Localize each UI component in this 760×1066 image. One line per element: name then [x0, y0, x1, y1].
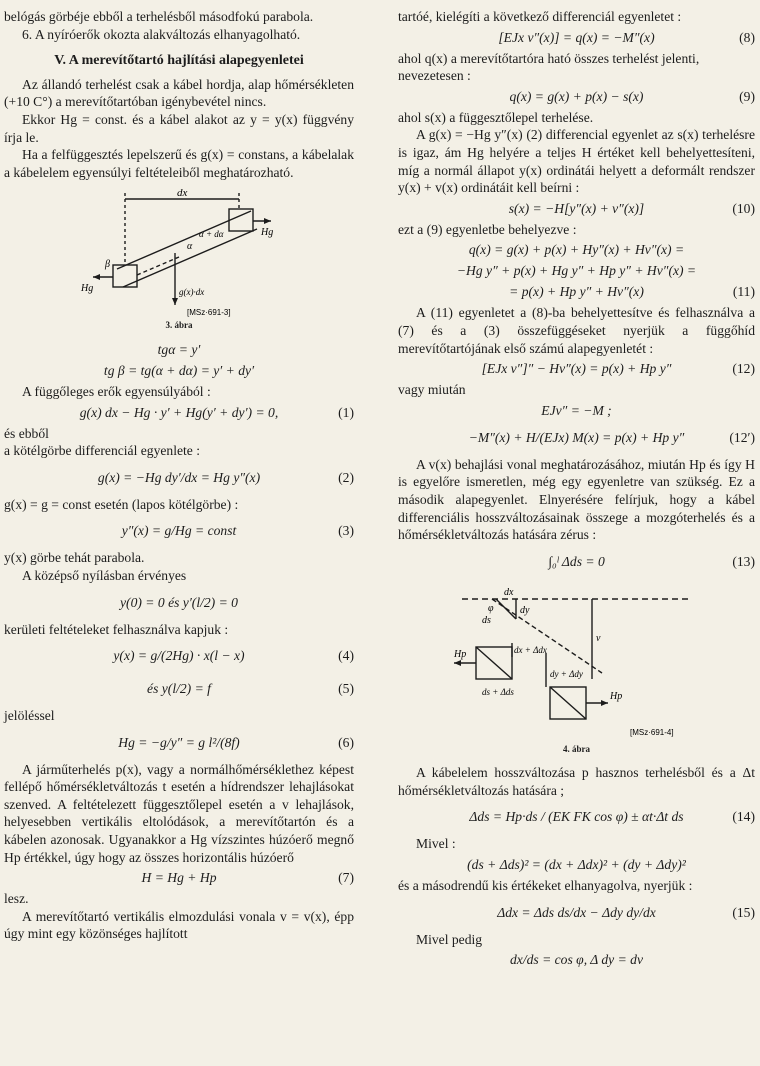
- equation-11: [398, 283, 755, 301]
- figure-caption: 4. ábra: [563, 743, 590, 754]
- equation-number: (1): [338, 404, 354, 420]
- element-diagonal: [550, 687, 586, 719]
- figure-4-drawing: [452, 583, 702, 743]
- equation-body: q(x) = g(x) + p(x) − s(x): [509, 88, 644, 104]
- figure-label: Hg: [261, 227, 274, 239]
- equation-12: [398, 360, 755, 378]
- right-paragraph: Mivel :: [416, 836, 456, 852]
- equation-11b: −Hg y″ + p(x) + Hg y″ + Hp y″ + Hv″(x) =: [456, 263, 697, 279]
- figure-label: ds + Δds: [481, 686, 514, 697]
- left-paragraph: belógás görbéje ebből a terhelésből másodfokú parabola.: [4, 9, 314, 24]
- left-paragraph: Az állandó terhelést csak a kábel hordja, alap hőmérsékleten (+10 C°) a merevítőtartóban igénybevétel nincs.: [4, 76, 354, 110]
- equation-number: (13): [732, 553, 755, 569]
- left-paragraph: A járműterhelés p(x), vagy a normálhőmérséklethez képest fellépő hőmérsékletváltozás t esetén a hídrendszer lehajlásokat szenved. A feltételezett függesztőlepel esetén a v lehajlások, helyesebben vertikális eltolódások, a merevítőtartón és a kábelen azonosak. Ugyanakkor a Hg vízszintes húzóerő megnő Hp értékkel, úgy hogy az összes horizontális húzóerő: [4, 761, 354, 865]
- left-paragraph: g(x) = g = const esetén (lapos kötélgörbe) :: [4, 496, 239, 512]
- figure-4: [398, 583, 755, 759]
- figure-label: α + dα: [199, 229, 224, 240]
- figure-stamp: [MSz·691-4]: [629, 727, 674, 737]
- left-paragraph: Ekkor Hg = const. és a kábel alakot az y = y(x) függvény írja le.: [4, 111, 354, 145]
- left-paragraph: és ebből: [4, 425, 49, 441]
- equation-body: g(x) dx − Hg · y′ + Hg(y′ + dy′) = 0,: [79, 404, 279, 420]
- element-end-left: [113, 265, 137, 287]
- equation-8: [398, 29, 755, 47]
- figure-label: α: [187, 241, 193, 253]
- equation: tgα = y′: [157, 341, 201, 357]
- arrow-head: [264, 218, 271, 224]
- right-paragraph: vagy miután: [398, 382, 466, 398]
- equation-body: H = Hg + Hp: [141, 870, 217, 886]
- equation: dx/ds = cos φ, Δ dy = dv: [509, 952, 644, 968]
- equation-body: s(x) = −H[y″(x) + v″(x)]: [508, 200, 645, 216]
- figure-label: dx + Δdx: [513, 644, 547, 655]
- equation-body: = p(x) + Hp y″ + Hv″(x): [509, 284, 644, 300]
- equation-6: [4, 728, 354, 758]
- equation-13: [398, 547, 755, 577]
- figure-label: dy + Δdy: [549, 668, 583, 679]
- equation-2: [4, 463, 354, 493]
- left-paragraph: A merevítőtartó vertikális elmozdulási vonala v = v(x), épp úgy mint egy közönséges hajlított: [4, 908, 354, 942]
- equation-number: (10): [732, 200, 755, 216]
- left-paragraph: A középső nyílásban érvényes: [22, 567, 187, 583]
- equation-15: [398, 898, 755, 928]
- left-paragraph: kerületi feltételeket felhasználva kapjuk :: [4, 621, 229, 637]
- figure-label: Hp: [609, 690, 622, 702]
- left-column: [4, 8, 354, 943]
- right-paragraph: és a másodrendű kis értékeket elhanyagolva, nyerjük :: [398, 878, 693, 894]
- figure-label: dy: [519, 604, 529, 616]
- equation-3: [4, 516, 354, 546]
- ds-line: [496, 599, 516, 619]
- equation: EJv″ = −M ;: [541, 402, 612, 418]
- equation-number: (3): [338, 523, 354, 539]
- left-paragraph: y(x) görbe tehát parabola.: [4, 550, 145, 566]
- figure-label: dx: [177, 187, 188, 200]
- left-paragraph: jelöléssel: [4, 708, 55, 724]
- left-paragraph: a kötélgörbe differenciál egyenlete :: [4, 443, 201, 459]
- equation-number: (8): [739, 29, 755, 45]
- right-paragraph: ahol s(x) a függesztőlepel terhelése.: [398, 109, 594, 125]
- right-paragraph: A g(x) = −Hg y″(x) (2) differencial egyenlet az s(x) terhelésre is igaz, ám Hg helyére a teljes H értéket kell behelyettesíteni, míg a normál állapot y(x) ordinátái helyett a deformált rendszer y(x) + v(x) ordinátáit kell beírni :: [398, 127, 755, 196]
- left-paragraph: Ha a felfüggesztés lepelszerű és g(x) = constans, a kábelalak a kábelelem egyensúlyi feltételeiből meghatározható.: [4, 147, 354, 180]
- right-paragraph: ahol q(x) a merevítőtartóra ható összes terhelést jelenti, nevezetesen :: [398, 50, 700, 84]
- equation-number: (12): [732, 361, 755, 377]
- figure-label: β: [105, 259, 110, 271]
- equation-1: [4, 404, 354, 422]
- figure-3: [4, 187, 354, 335]
- equation-number: (11): [732, 284, 755, 300]
- equation: (ds + Δds)² = (dx + Δdx)² + (dy + Δdy)²: [467, 857, 686, 873]
- equation-number: (6): [338, 734, 354, 750]
- equation-body: −M″(x) + H/(EJx) M(x) = p(x) + Hp y″: [468, 429, 685, 445]
- figure-3-drawing: [79, 187, 279, 319]
- equation-body: y(x) = g/(2Hg) · x(l − x): [113, 648, 245, 664]
- left-paragraph: 6. A nyíróerők okozta alakváltozás elhanyagolható.: [22, 26, 301, 42]
- figure-label: g(x)·dx: [179, 287, 205, 298]
- equation-number: (14): [732, 809, 755, 825]
- equation-body: Hg = −g/y″ = g l²/(8f): [118, 734, 240, 750]
- equation-number: (7): [338, 870, 354, 886]
- equation-body: [EJx v″(x)] = q(x) = −M″(x): [498, 29, 655, 45]
- equation-body: Δds = Hp·ds / (EK FK cos φ) ± αt·Δt ds: [469, 809, 684, 825]
- section-heading: V. A merevítőtartó hajlítási alapegyenletei: [54, 53, 304, 69]
- equation-5: [4, 674, 354, 704]
- figure-label: ds: [481, 614, 491, 626]
- figure-label: Hg: [81, 283, 94, 295]
- equation: y(0) = 0 és y′(l/2) = 0: [120, 594, 238, 610]
- figure-label: dx: [503, 586, 513, 598]
- equation-number: (15): [732, 904, 755, 920]
- equation-body: y″(x) = g/Hg = const: [121, 523, 237, 539]
- right-paragraph: A (11) egyenletet a (8)-ba behelyettesítve és felhasználva a (7) és a (3) összefüggéseket nyerjük a függőhíd merevítőtartójának első számú alapegyenletét :: [398, 305, 755, 356]
- equation-number: (2): [338, 469, 354, 485]
- equation-12-prime: [398, 423, 755, 453]
- equation-number: (12′): [729, 429, 755, 445]
- equation: tg β = tg(α + dα) = y′ + dy′: [103, 362, 255, 378]
- equation-body: ∫₀ˡ Δds = 0: [548, 553, 605, 569]
- equation-9: [398, 88, 755, 106]
- figure-label: φ: [487, 602, 494, 614]
- arrow-head: [454, 660, 461, 666]
- left-paragraph: A függőleges erők egyensúlyából :: [22, 383, 211, 399]
- equation-body: [EJx v″]″ − Hv″(x) = p(x) + Hp y″: [481, 361, 672, 377]
- equation-4: [4, 641, 354, 671]
- equation-number: (4): [338, 648, 354, 664]
- left-paragraph: lesz.: [4, 891, 29, 907]
- equation-number: (5): [338, 681, 354, 697]
- equation-14: [398, 802, 755, 832]
- equation-body: és y(l/2) = f: [147, 681, 211, 697]
- equation-body: g(x) = −Hg dy′/dx = Hg y″(x): [97, 469, 261, 485]
- right-paragraph: Mivel pedig: [416, 931, 483, 947]
- figure-label: v: [595, 632, 600, 644]
- equation-11a: q(x) = g(x) + p(x) + Hy″(x) + Hv″(x) =: [468, 242, 685, 258]
- figure-caption: 3. ábra: [165, 320, 193, 331]
- arrow-head: [172, 298, 178, 305]
- equation-7: [4, 869, 354, 887]
- element-diagonal: [476, 647, 512, 679]
- right-paragraph: ezt a (9) egyenletbe behelyezve :: [398, 221, 577, 237]
- equation-10: [398, 200, 755, 218]
- right-paragraph: tartóé, kielégíti a következő differenciál egyenletet :: [398, 9, 682, 24]
- figure-stamp: [MSz·691-3]: [187, 308, 231, 318]
- right-column: [398, 8, 755, 972]
- equation-number: (9): [739, 88, 755, 104]
- right-paragraph: A kábelelem hosszváltozása p hasznos terhelésből és a Δt hőmérsékletváltozás hatására ;: [398, 765, 755, 798]
- right-paragraph: A v(x) behajlási vonal meghatározásához, miután Hp és így H is egyelőre ismeretlen, még egy egyenletre van szükség. Ez a második alapegyenlet. Elnyerésére felírjuk, hogy a kábel differenciális hosszváltozásainak összege a mozgóterhelés és a hőmérsékletváltozás hatására zérus :: [398, 456, 755, 543]
- equation-body: Δdx = Δds ds/dx − Δdy dy/dx: [497, 904, 656, 920]
- chord-line: [492, 599, 602, 673]
- arrow-head: [601, 700, 608, 706]
- arrow-head: [93, 274, 100, 280]
- figure-label: Hp: [453, 648, 466, 660]
